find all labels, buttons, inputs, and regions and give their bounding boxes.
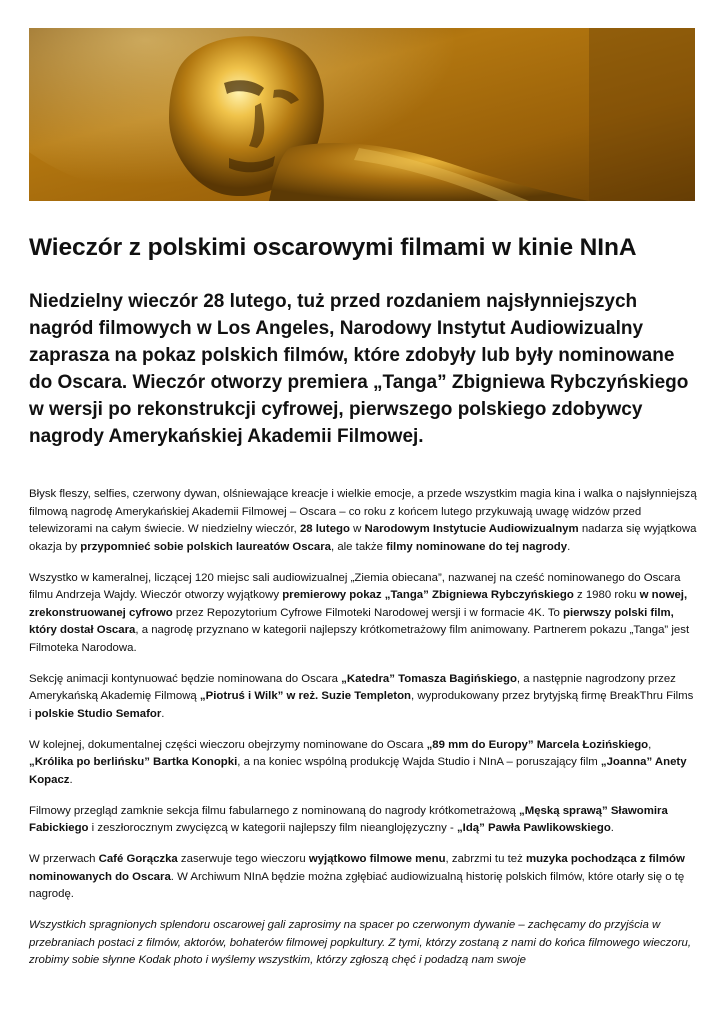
text-run: z 1980 roku <box>573 589 640 601</box>
text-run: . <box>610 822 614 834</box>
text-run: Błysk fleszy, selfies, czerwony dywan, olśniewające kreacje i wielkie emocje, a przede wszystkim magia kina i walka o najsłynniejszą filmową nagrodę Amerykańskiej Akademii Filmowej – Oscara – co roku z końcem lutego przykuwają uwagę widzów przed telewizorami na całym świecie. W niedzielny wieczór, <box>29 488 697 535</box>
article-paragraph <box>29 917 697 970</box>
bold-text-run: w nowej, zrekonstruowanej cyfrowo <box>29 589 688 619</box>
bold-text-run: wyjątkowo filmowe menu <box>308 853 446 865</box>
bold-text-run: przypomnieć sobie polskich laureatów Oscara <box>80 540 331 553</box>
text-run: , a nagrodę przyznano w kategorii najlepszy krótkometrażowy film animowany. Partnerem pokazu „Tanga” jest Filmoteka Narodowa. <box>29 624 690 654</box>
article-paragraph <box>29 486 697 556</box>
text-run: Wszystko w kameralnej, liczącej 120 miejsc sali audiowizualnej „Ziemia obiecana”, nazwanej na cześć nominowanego do Oscara filmu Andrzeja Wajdy. Wieczór otworzy wyjątkowy <box>29 571 681 601</box>
text-run: , a na koniec wspólną produkcję Wajda Studio i NInA – poruszający film <box>237 756 601 768</box>
page-title: Wieczór z polskimi oscarowymi filmami w kinie NInA <box>29 234 637 261</box>
text-run: . <box>567 540 571 553</box>
oscar-statuette-illustration <box>29 28 695 201</box>
text-run: , ale także <box>330 540 387 553</box>
bold-text-run: „Katedra” Tomasza Bagińskiego <box>341 672 517 685</box>
text-run: . W Archiwum NInA będzie można zgłębiać audiowizualną historię polskich filmów, które otarły się o tę nagrodę. <box>29 870 685 900</box>
lead-paragraph: Niedzielny wieczór 28 lutego, tuż przed rozdaniem najsłynniejszych nagród filmowych w Los Angeles, Narodowy Instytut Audiowizualny zaprasza na pokaz polskich filmów, które zdobyły lub były nominowane do Oscara. Wieczór otworzy premiera „Tanga” Zbigniewa Rybczyńskiego w wersji po rekonstrukcji cyfrowej, pierwszego polskiego zdobywcy nagrody Amerykańskiej Akademii Filmowej. <box>29 291 689 447</box>
text-run: , zabrzmi tu też <box>445 853 526 865</box>
bold-text-run: 28 lutego <box>299 523 350 535</box>
bold-text-run: „Piotruś i Wilk” w reż. Suzie Templeton <box>199 690 411 702</box>
text-run: Sekcję animacji kontynuować będzie nominowana do Oscara <box>29 672 342 685</box>
text-run: przez Repozytorium Cyfrowe Filmoteki Narodowej wersji i w formacie 4K. To <box>172 606 564 619</box>
text-run: Wszystkich spragnionych splendoru oscarowej gali zaprosimy na spacer po czerwonym dywanie – zachęcamy do przyjścia w przebraniach postaci z filmów, aktorów, bohaterów filmowej popkultury. Z tymi, którzy zostaną z nami do końca filmowego wieczoru, zrobimy sobie słynne Kodak photo i wyślemy wszystkim, którzy zgłoszą chęć i podadzą nam swoje <box>29 919 691 966</box>
bold-text-run: premierowy pokaz „Tanga” Zbigniewa Rybczyńskiego <box>282 589 574 601</box>
bold-text-run: pierwszy polski film, który dostał Oscara <box>29 606 674 636</box>
text-run: , wyprodukowany przez brytyjską firmę BreakThru Films i <box>29 690 694 720</box>
article-paragraph <box>29 851 697 904</box>
text-run: , <box>648 738 652 751</box>
text-run: W kolejnej, dokumentalnej części wieczoru obejrzymy nominowane do Oscara <box>29 738 427 751</box>
text-run: nadarza się wyjątkowa okazja by <box>29 523 697 553</box>
article-paragraph <box>29 803 697 838</box>
bold-text-run: polskie Studio Semafor <box>34 707 162 720</box>
text-run: , a następnie nagrodzony przez Amerykańską Akademię Filmową <box>29 672 676 702</box>
text-run: i zeszłorocznym zwycięzcą w kategorii najlepszy film nieanglojęzyczny - <box>88 822 457 834</box>
bold-text-run: „Królika po berlińsku” Bartka Konopki <box>29 756 238 768</box>
text-run: . <box>161 707 165 720</box>
bold-text-run: Narodowym Instytucie Audiowizualnym <box>364 523 579 535</box>
article-body <box>29 486 697 983</box>
article-paragraph <box>29 671 697 724</box>
text-run: Filmowy przegląd zamknie sekcja filmu fabularnego z nominowaną do nagrody krótkometrażową <box>29 804 520 817</box>
bold-text-run: „Joanna” Anety Kopacz <box>29 756 687 786</box>
hero-image-oscar-statuette <box>29 28 695 201</box>
bold-text-run: filmy nominowane do tej nagrody <box>386 540 568 553</box>
bold-text-run: Café Gorączka <box>98 853 178 865</box>
text-run: w <box>349 523 365 535</box>
text-run: zaserwuje tego wieczoru <box>177 853 309 865</box>
article-paragraph <box>29 570 697 658</box>
bold-text-run: „Idą” Pawła Pawlikowskiego <box>456 822 611 834</box>
text-run: . <box>69 773 73 786</box>
article-paragraph <box>29 737 697 790</box>
bold-text-run: muzyka pochodząca z filmów nominowanych do Oscara <box>29 853 685 883</box>
bold-text-run: „Męską sprawą” Sławomira Fabickiego <box>29 804 668 834</box>
bold-text-run: „89 mm do Europy” Marcela Łozińskiego <box>426 738 649 751</box>
text-run: W przerwach <box>29 853 99 865</box>
